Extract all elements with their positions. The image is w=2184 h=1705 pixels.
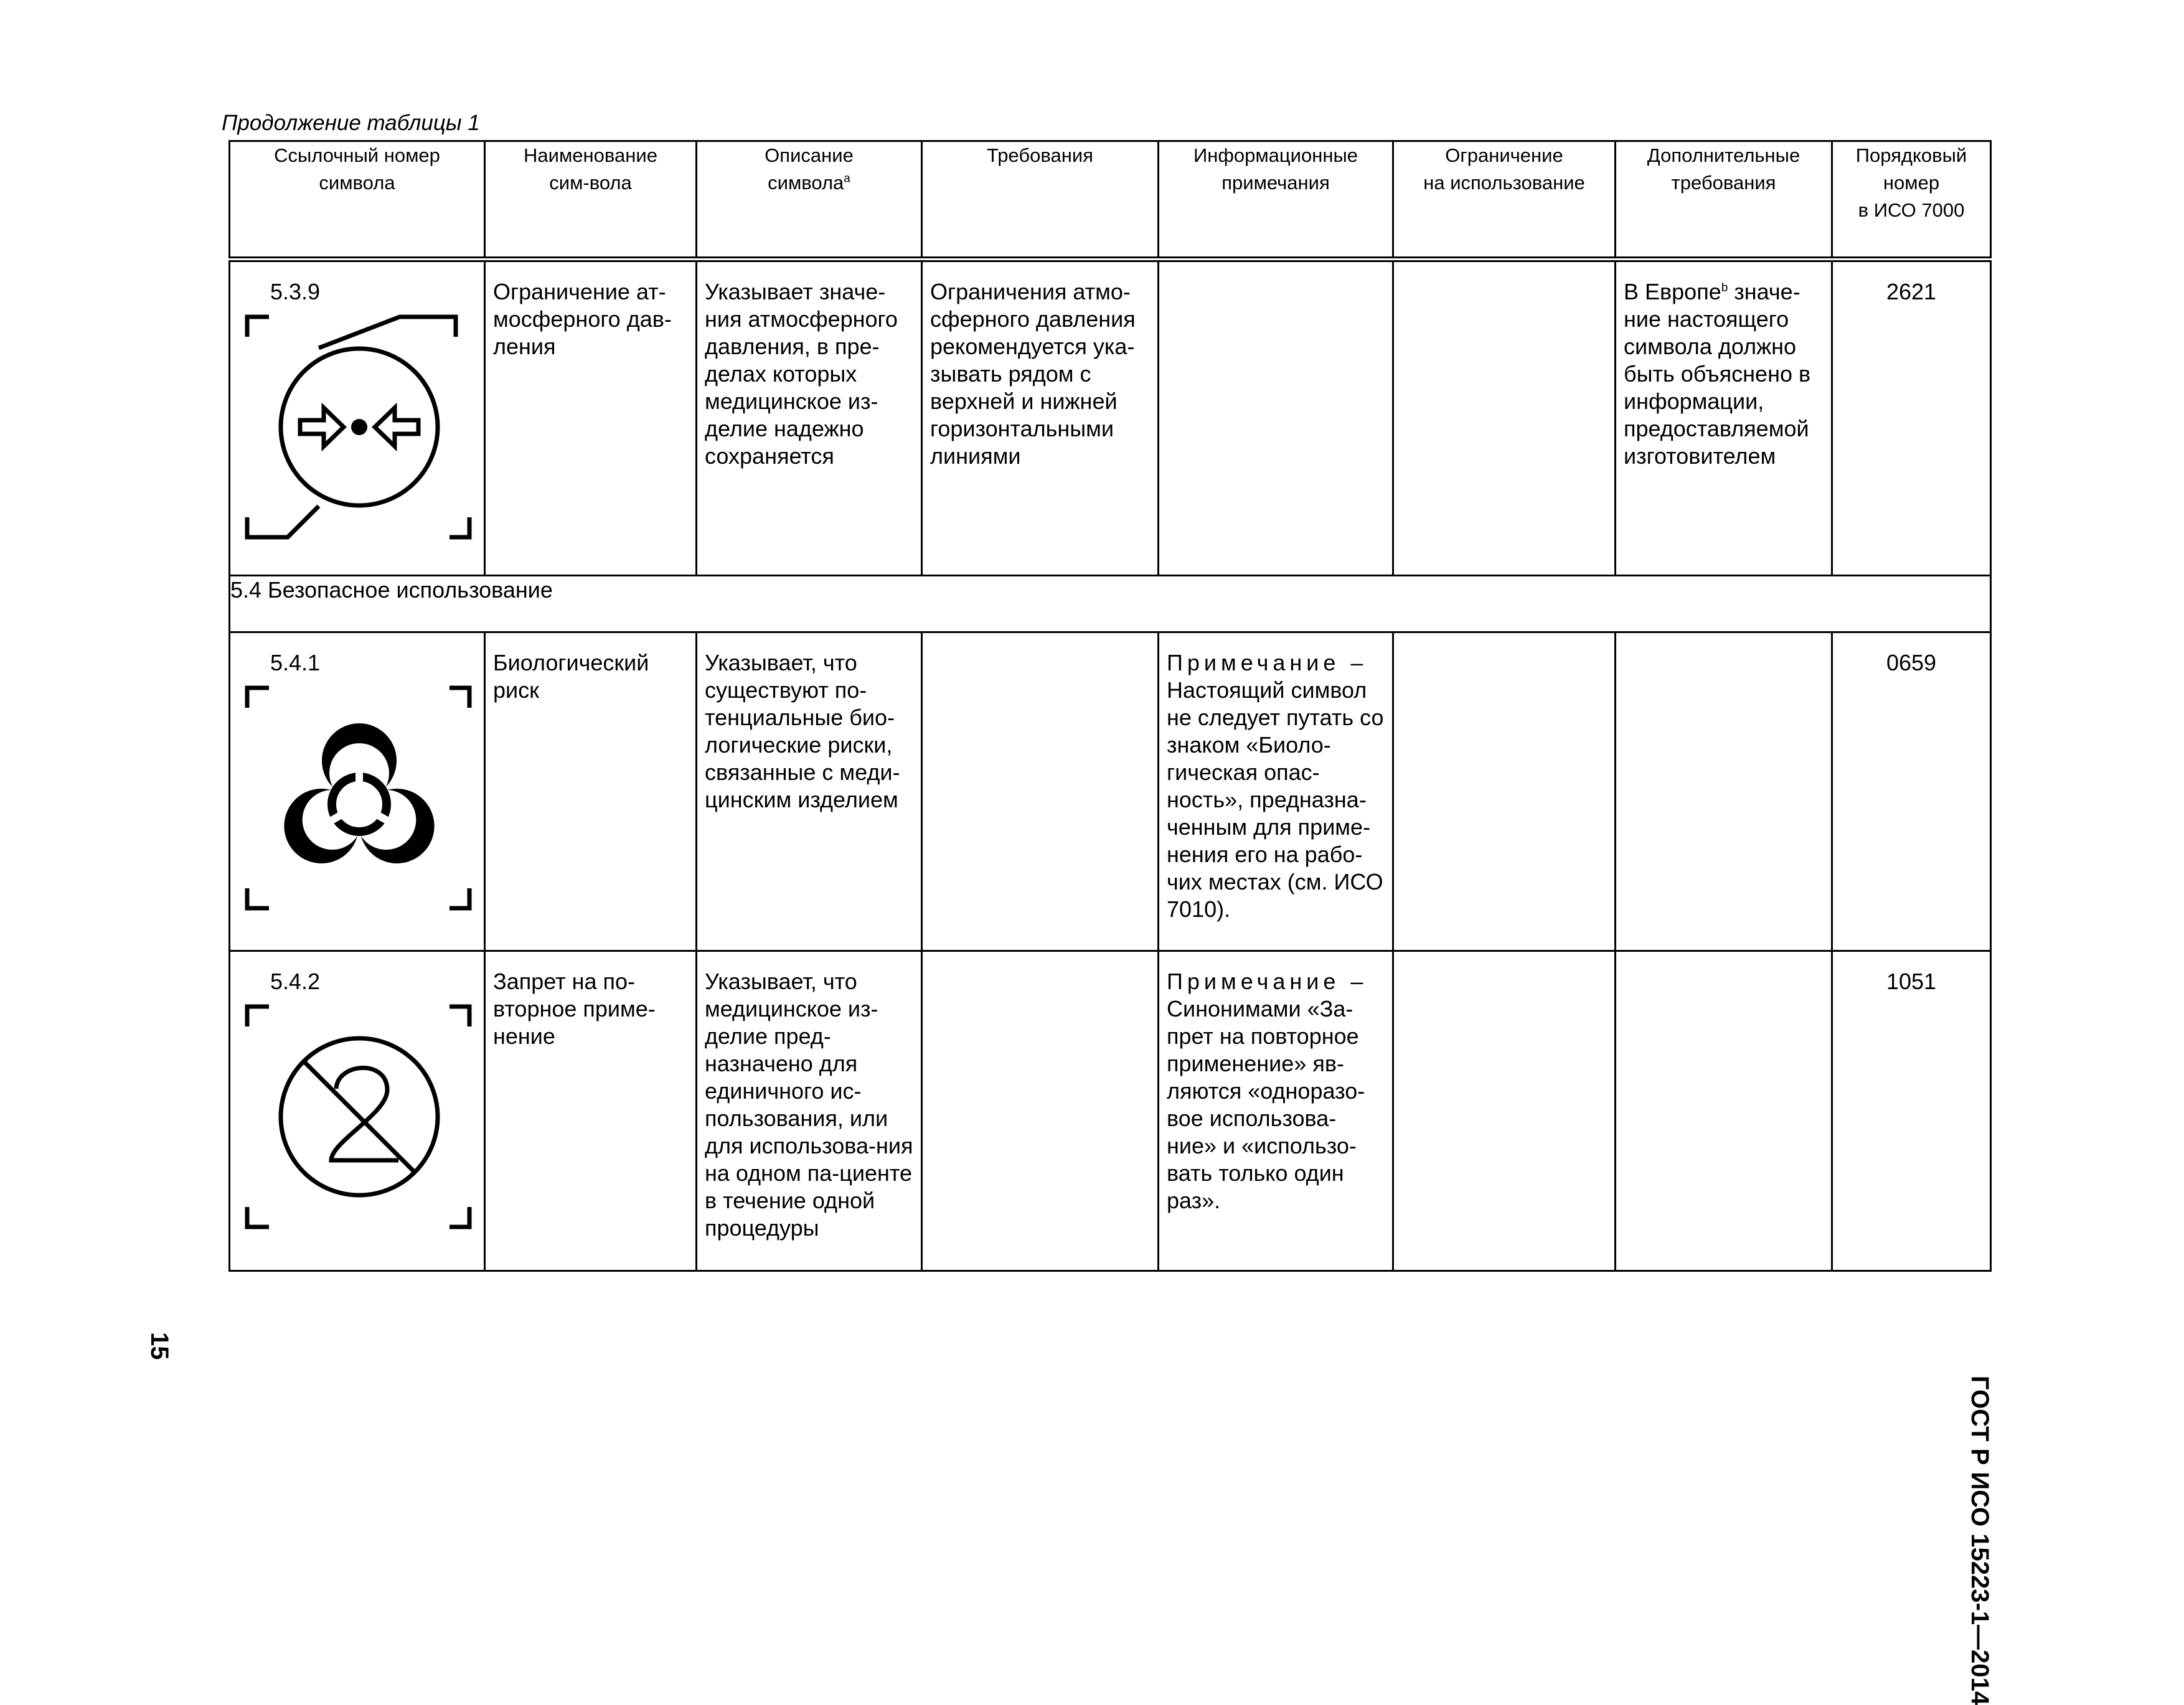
req-cell — [922, 951, 1159, 1271]
header-info: Информационные примечания — [1159, 141, 1393, 260]
additional-cell — [1616, 632, 1832, 951]
iso-number-cell: 0659 — [1832, 632, 1991, 951]
do-not-reuse-icon — [244, 1002, 474, 1232]
ref-cell — [230, 951, 485, 1271]
additional-cell — [1616, 951, 1832, 1271]
desc-cell: Указывает, что существуют по-тенциальные био-логические риски, связанные с меди-цинским изделием — [697, 632, 922, 951]
iso-number-cell: 1051 — [1832, 951, 1991, 1271]
name-cell: Запрет на по-вторное приме-нение — [485, 951, 697, 1271]
header-name: Наименование сим-вола — [485, 141, 697, 260]
header-ref: Ссылочный номер символа — [230, 141, 485, 260]
restrict-cell — [1393, 632, 1616, 951]
ref-number: 5.4.1 — [270, 650, 321, 675]
header-req: Требования — [922, 141, 1159, 260]
header-desc: Описание символа$^a$ — [697, 141, 922, 260]
page-number: 15 — [146, 1332, 173, 1360]
ref-cell — [230, 632, 485, 951]
ref-number: 5.3.9 — [270, 279, 321, 304]
header-additional: Дополнительные требования — [1616, 141, 1832, 260]
biohazard-icon — [244, 683, 474, 913]
desc-cell: Указывает значе-ния атмосферного давления, в пре-делах которых медицинское из-делие надежно сохраняется — [697, 260, 922, 576]
header-iso7000: Порядковый номер в ИСО 7000 — [1832, 141, 1991, 260]
ref-number: 5.4.2 — [270, 969, 321, 994]
req-cell — [922, 632, 1159, 951]
section-title: 5.4 Безопасное использование — [230, 576, 1991, 632]
section-row — [230, 576, 1991, 632]
name-cell: Биологический риск — [485, 632, 697, 951]
req-cell: Ограничения атмо-сферного давления рекомендуется ука-зывать рядом с верхней и нижней горизонтальными линиями — [922, 260, 1159, 576]
name-cell: Ограничение ат-мосферного дав-ления — [485, 260, 697, 576]
restrict-cell — [1393, 951, 1616, 1271]
restrict-cell — [1393, 260, 1616, 576]
info-cell: Примечание – Синонимами «За-прет на повторное применение» яв-ляются «одноразо-вое использова-ние» и «использо-вать только один раз». — [1159, 951, 1393, 1271]
info-cell — [1159, 260, 1393, 576]
table-caption: Продолжение таблицы 1 — [222, 111, 480, 135]
table-row — [230, 951, 1991, 1271]
symbols-table — [228, 140, 1992, 1272]
desc-cell: Указывает, что медицинское из-делие пред-назначено для единичного ис-пользования, или для использова-ния на одном па-циенте в течение одной процедуры — [697, 951, 922, 1271]
table-row — [230, 260, 1991, 576]
table-header-row — [230, 141, 1991, 260]
ref-cell — [230, 260, 485, 576]
header-restrict: Ограничение на использование — [1393, 141, 1616, 260]
document-title: ГОСТ Р ИСО 15223-1—2014 — [1966, 1376, 1993, 1705]
iso-number-cell: 2621 — [1832, 260, 1991, 576]
info-cell: Примечание – Настоящий символ не следует путать со знаком «Биоло-гическая опас-ность», предназна-ченным для приме-нения его на рабо-чих местах (см. ИСО 7010). — [1159, 632, 1393, 951]
table-row — [230, 632, 1991, 951]
additional-cell: В Европе$^b$ значе-ние настоящего символа должно быть объяснено в информации, предоставляемой изготовителем — [1616, 260, 1832, 576]
atmospheric-pressure-limitation-icon — [244, 312, 474, 542]
